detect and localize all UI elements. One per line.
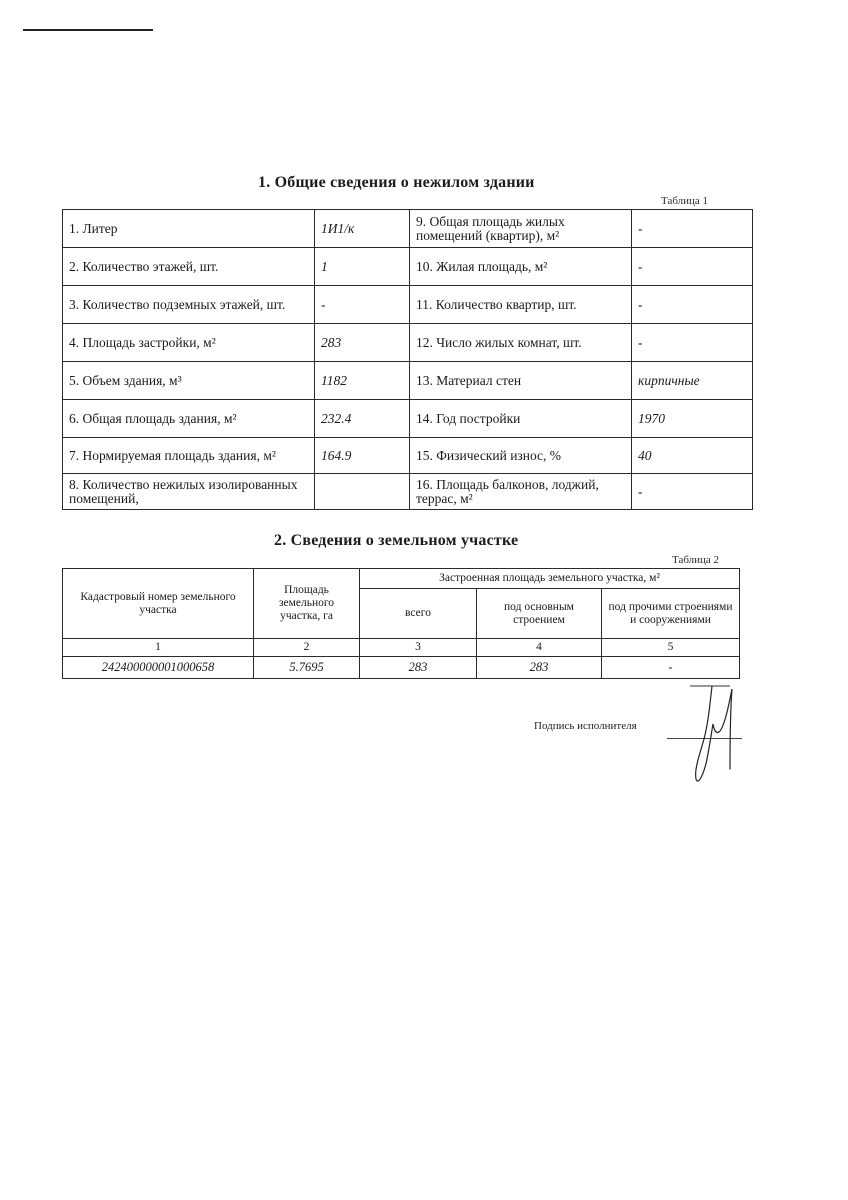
header-built-total: всего [360, 589, 477, 639]
row-label: 2. Количество этажей, шт. [63, 248, 315, 286]
header-built-group: Застроенная площадь земельного участка, м² [360, 569, 740, 589]
table-row [63, 210, 753, 248]
row-label: 1. Литер [63, 210, 315, 248]
signature-icon [690, 684, 750, 784]
table-row [63, 324, 753, 362]
table-row [63, 657, 740, 679]
building-info-table [62, 209, 753, 510]
row-value: - [632, 324, 753, 362]
built-total: 283 [360, 657, 477, 679]
top-rule [23, 29, 153, 31]
row-value: 1182 [315, 362, 410, 400]
column-number: 3 [360, 639, 477, 657]
table-row [63, 400, 753, 438]
column-number: 1 [63, 639, 254, 657]
row-value: 1970 [632, 400, 753, 438]
row-value: 164.9 [315, 438, 410, 474]
header-cadastral: Кадастровый номер земельного участка [63, 569, 254, 639]
row-value: 232.4 [315, 400, 410, 438]
column-number: 5 [602, 639, 740, 657]
row-label: 13. Материал стен [410, 362, 632, 400]
row-value: 283 [315, 324, 410, 362]
row-value: - [632, 474, 753, 510]
column-number: 2 [254, 639, 360, 657]
table2-caption: Таблица 2 [672, 554, 720, 566]
table-row [63, 248, 753, 286]
row-value: - [315, 286, 410, 324]
built-other: - [602, 657, 740, 679]
row-label: 8. Количество нежилых изолированных помещений, [63, 474, 315, 510]
row-label: 6. Общая площадь здания, м² [63, 400, 315, 438]
row-value: - [632, 210, 753, 248]
row-value: 1И1/к [315, 210, 410, 248]
land-plot-table [62, 568, 740, 679]
row-value: - [632, 248, 753, 286]
header-area: Площадь земельного участка, га [254, 569, 360, 639]
table-row [63, 438, 753, 474]
row-label: 15. Физический износ, % [410, 438, 632, 474]
signature-label: Подпись исполнителя [534, 720, 637, 732]
column-number: 4 [477, 639, 602, 657]
header-built-other: под прочими строениями и сооружениями [602, 589, 740, 639]
row-label: 11. Количество квартир, шт. [410, 286, 632, 324]
built-main: 283 [477, 657, 602, 679]
cadastral-number: 242400000001000658 [63, 657, 254, 679]
row-label: 7. Нормируемая площадь здания, м² [63, 438, 315, 474]
row-value: кирпичные [632, 362, 753, 400]
row-value: 1 [315, 248, 410, 286]
row-label: 5. Объем здания, м³ [63, 362, 315, 400]
row-label: 10. Жилая площадь, м² [410, 248, 632, 286]
row-value: 40 [632, 438, 753, 474]
land-area: 5.7695 [254, 657, 360, 679]
table-row [63, 474, 753, 510]
row-label: 14. Год постройки [410, 400, 632, 438]
section1-title: 1. Общие сведения о нежилом здании [258, 174, 535, 191]
table-row [63, 362, 753, 400]
header-built-main: под основным строением [477, 589, 602, 639]
row-label: 4. Площадь застройки, м² [63, 324, 315, 362]
row-value: - [632, 286, 753, 324]
table-row [63, 286, 753, 324]
row-value [315, 474, 410, 510]
section2-title: 2. Сведения о земельном участке [274, 532, 519, 549]
table1-caption: Таблица 1 [661, 195, 709, 207]
column-number-row [63, 639, 740, 657]
row-label: 9. Общая площадь жилых помещений (квартир), м² [410, 210, 632, 248]
row-label: 3. Количество подземных этажей, шт. [63, 286, 315, 324]
row-label: 12. Число жилых комнат, шт. [410, 324, 632, 362]
row-label: 16. Площадь балконов, лоджий, террас, м² [410, 474, 632, 510]
header-row [63, 569, 740, 589]
